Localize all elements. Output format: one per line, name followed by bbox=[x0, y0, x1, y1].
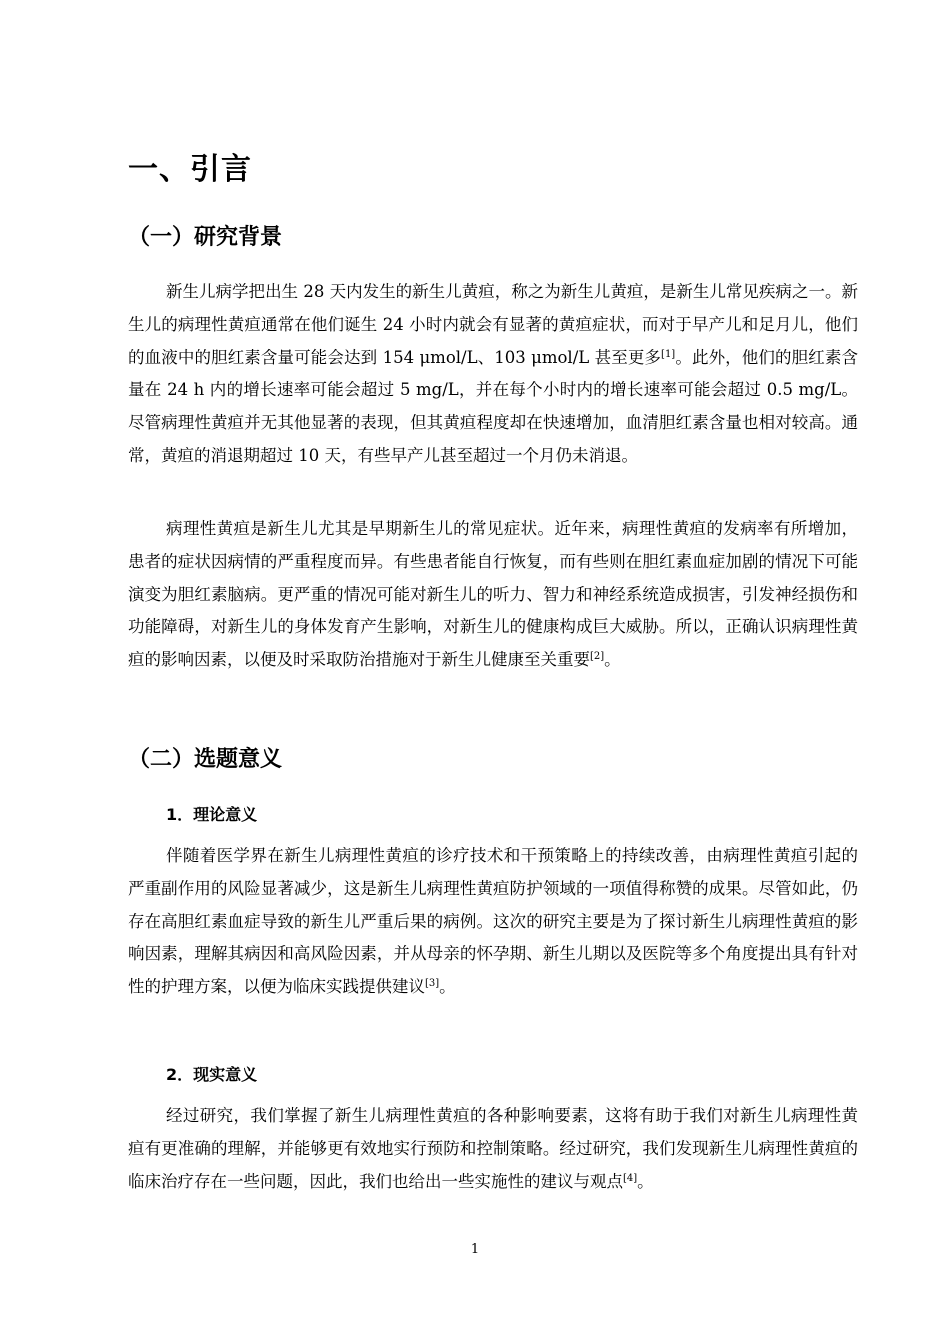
paragraph-background-2 bbox=[128, 513, 858, 677]
paragraph-text: 新生儿病学把出生 28 天内发生的新生儿黄疸，称之为新生儿黄疸，是新生儿常见疾病之一。新生儿的病理性黄疸通常在他们诞生 24 小时内就会有显著的黄疸症状，而对于早产儿和足月儿，他们的血液中的胆红素含量可能会达到 154 μmol/L、103 μmol/L 甚至更多 bbox=[128, 282, 858, 367]
section-heading-significance: （二）选题意义 bbox=[128, 747, 283, 772]
paragraph-text: 。此外，他们的胆红素含量在 24 h 内的增长速率可能会超过 5 mg/L，并在每个小时内的增长速率可能会超过 0.5 mg/L。尽管病理性黄疸并无其他显著的表现，但其黄疸程度却在快速增加，血清胆红素含量也相对较高。通常，黄疸的消退期超过 10 天，有些早产儿甚至超过一个月仍未消退。 bbox=[128, 347, 858, 465]
subsection-heading-practical: 2．现实意义 bbox=[166, 1065, 258, 1084]
paragraph-text: 伴随着医学界在新生儿病理性黄疸的诊疗技术和干预策略上的持续改善，由病理性黄疸引起的严重副作用的风险显著减少，这是新生儿病理性黄疸防护领域的一项值得称赞的成果。尽管如此，仍存在高胆红素血症导致的新生儿严重后果的病例。这次的研究主要是为了探讨新生儿病理性黄疸的影响因素，理解其病因和高风险因素，并从母亲的怀孕期、新生儿期以及医院等多个角度提出具有针对性的护理方案，以便为临床实践提供建议 bbox=[128, 846, 858, 997]
paragraph-text: 。 bbox=[604, 650, 621, 670]
paragraph-text: 。 bbox=[439, 977, 456, 997]
citation-3: [3] bbox=[425, 978, 440, 990]
page-number: 1 bbox=[470, 1242, 480, 1257]
paragraph-text: 病理性黄疸是新生儿尤其是早期新生儿的常见症状。近年来，病理性黄疸的发病率有所增加，患者的症状因病情的严重程度而异。有些患者能自行恢复，而有些则在胆红素血症加剧的情况下可能演变为胆红素脑病。更严重的情况可能对新生儿的听力、智力和神经系统造成损害，引发神经损伤和功能障碍，对新生儿的身体发育产生影响，对新生儿的健康构成巨大威胁。所以，正确认识病理性黄疸的影响因素，以便及时采取防治措施对于新生儿健康至关重要 bbox=[128, 519, 858, 670]
paragraph-practical bbox=[128, 1100, 858, 1198]
subsection-heading-theoretical: 1．理论意义 bbox=[166, 805, 258, 824]
section-heading-background: （一）研究背景 bbox=[128, 225, 283, 250]
citation-1: [1] bbox=[661, 348, 676, 360]
paragraph-text: 经过研究，我们掌握了新生儿病理性黄疸的各种影响要素，这将有助于我们对新生儿病理性黄疸有更准确的理解，并能够更有效地实行预防和控制策略。经过研究，我们发现新生儿病理性黄疸的临床治疗存在一些问题，因此，我们也给出一些实施性的建议与观点 bbox=[128, 1106, 858, 1191]
paragraph-text: 。 bbox=[637, 1171, 654, 1191]
citation-2: [2] bbox=[590, 651, 605, 663]
paragraph-background-1 bbox=[128, 276, 858, 473]
chapter-heading: 一、引言 bbox=[128, 152, 252, 187]
citation-4: [4] bbox=[623, 1172, 638, 1184]
paragraph-theoretical bbox=[128, 840, 858, 1004]
